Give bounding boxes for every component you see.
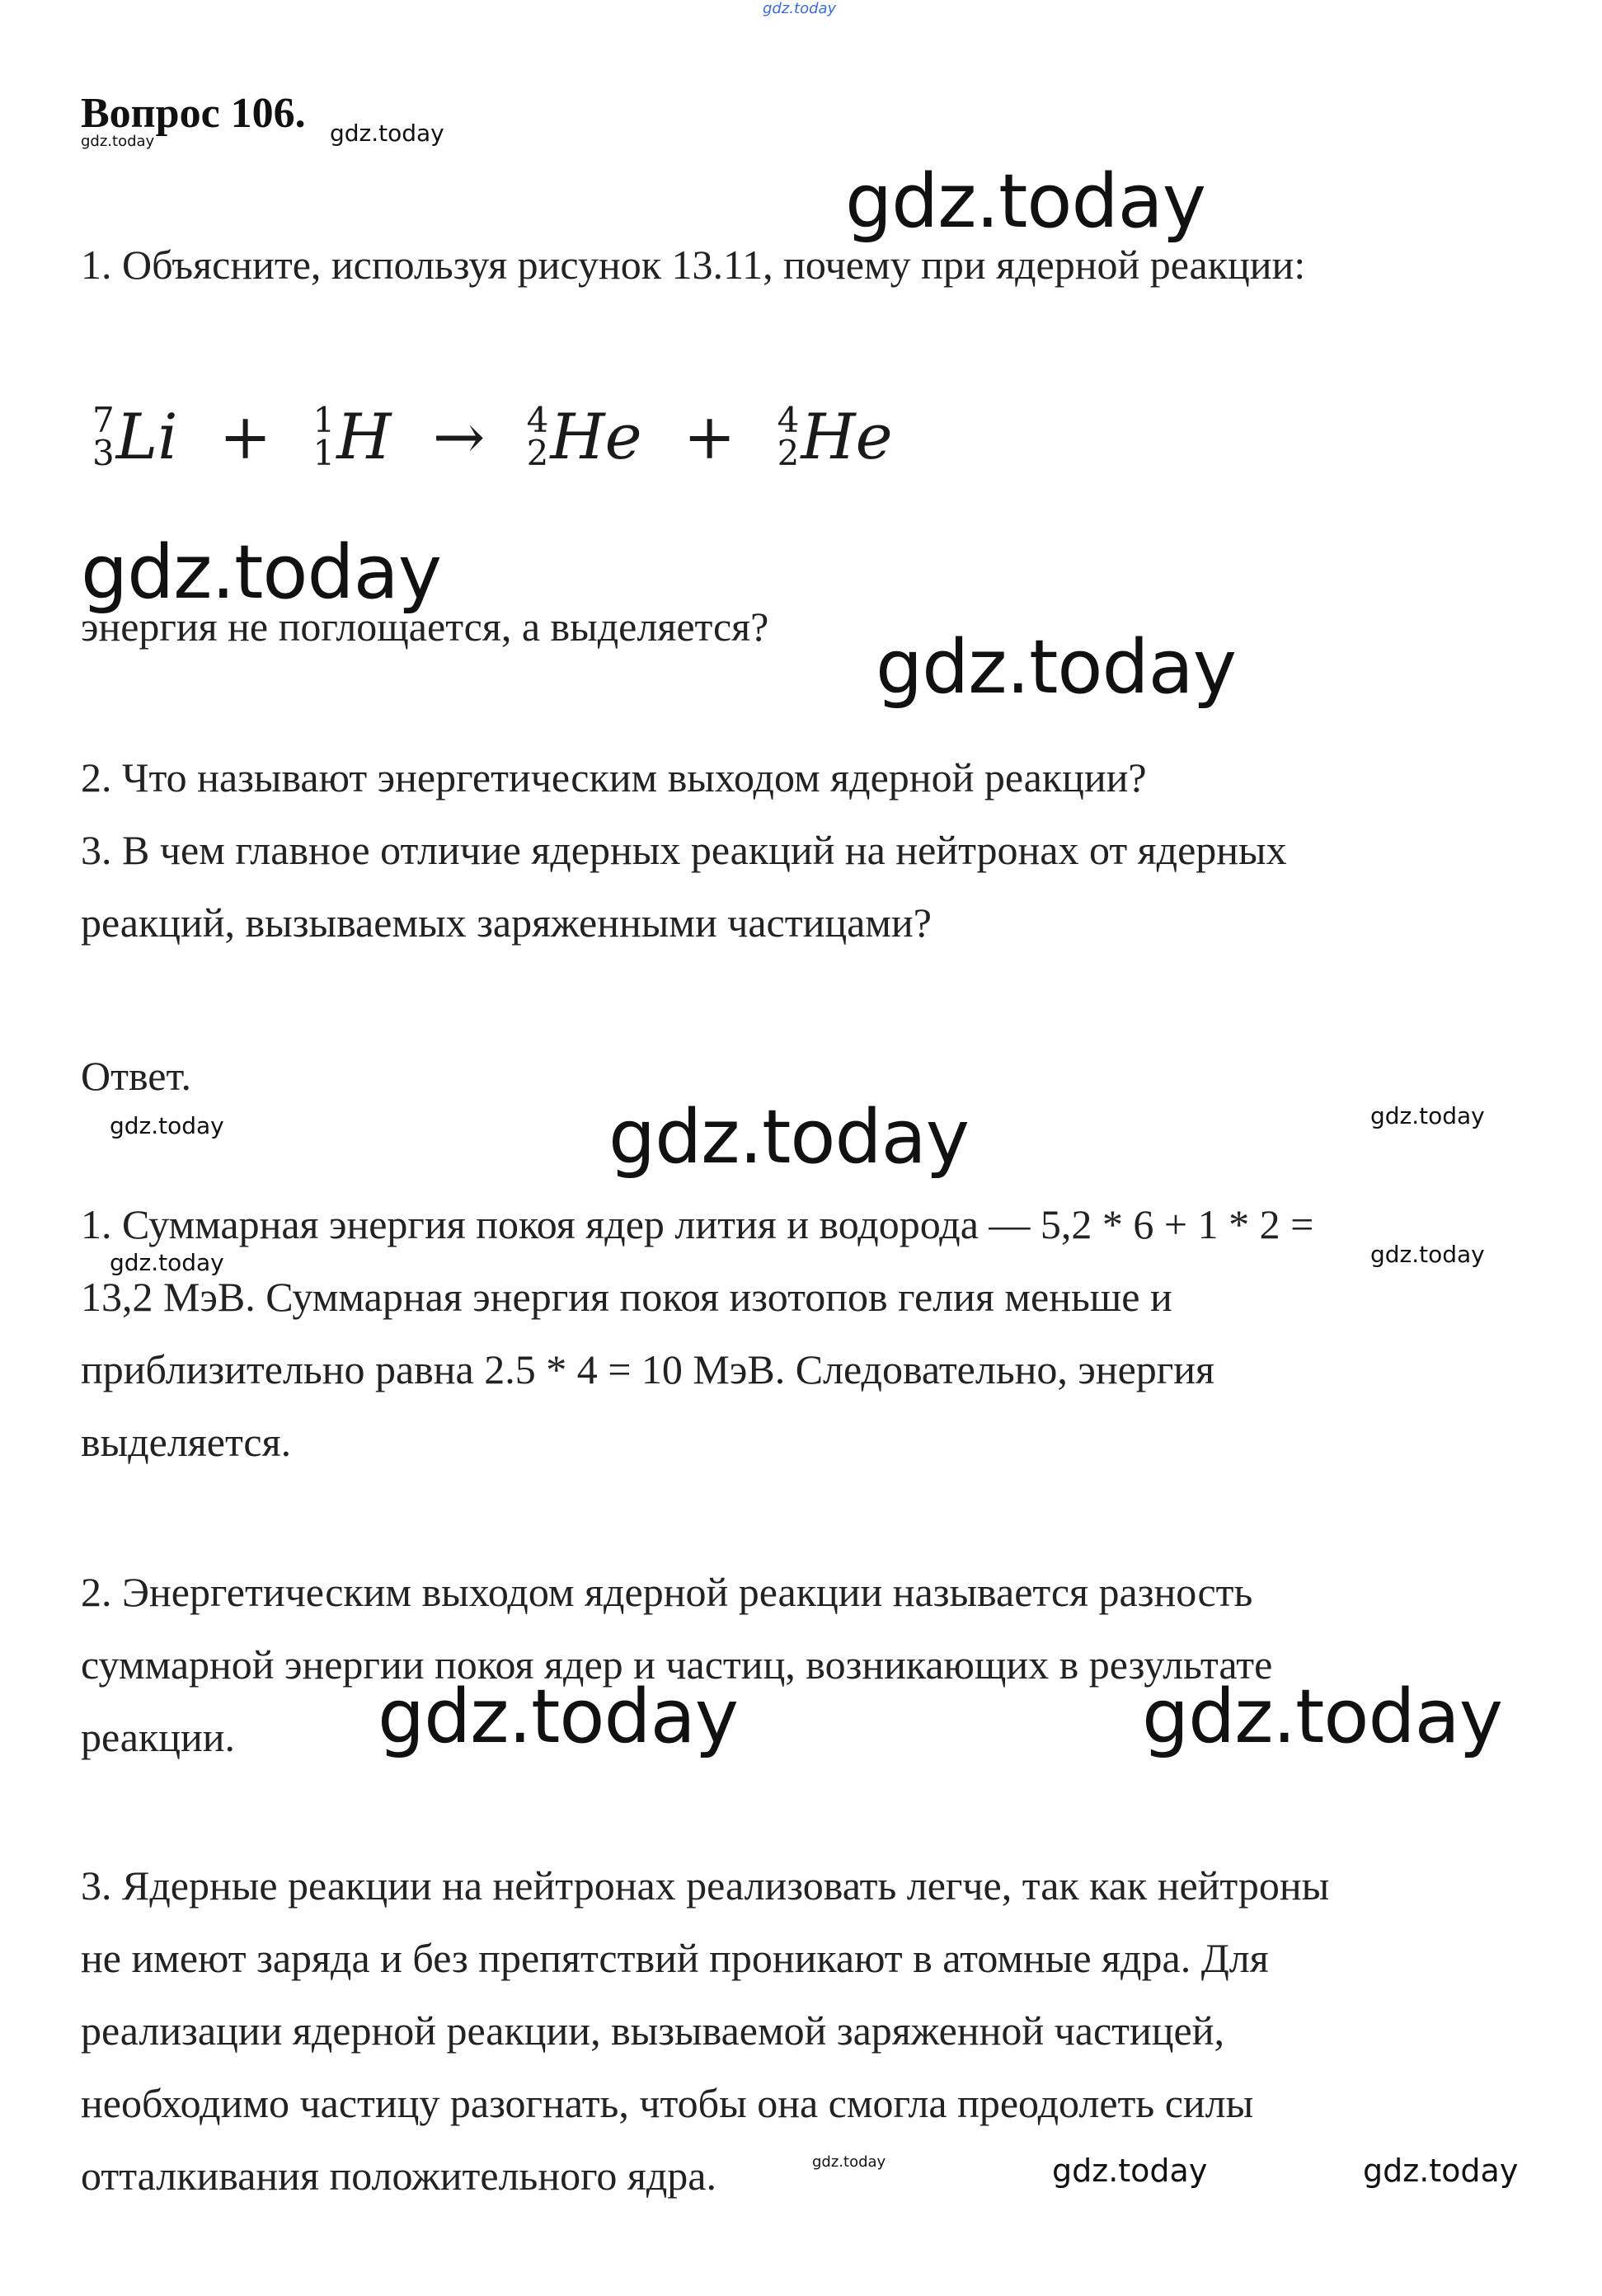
element-symbol: Li <box>115 400 178 473</box>
watermark: gdz.today <box>1370 1241 1485 1268</box>
question-1-line-2: энергия не поглощается, а выделяется? <box>81 603 769 650</box>
answer-3-line: 3. Ядерные реакции на нейтронах реализовать легче, так как нейтроны <box>81 1862 1330 1909</box>
charge-number: 2 <box>777 433 800 473</box>
plus-sign: + <box>218 400 272 473</box>
watermark: gdz.today <box>812 2153 886 2171</box>
answer-1-line: 1. Суммарная энергия покоя ядер лития и водорода — 5,2 * 6 + 1 * 2 = <box>81 1201 1314 1247</box>
answer-3-line: необходимо частицу разогнать, чтобы она смогла преодолеть силы <box>81 2080 1254 2126</box>
answer-1-line: приблизительно равна 2.5 * 4 = 10 МэВ. Следовательно, энергия <box>81 1346 1215 1392</box>
mass-number: 4 <box>526 400 549 441</box>
question-3-line-2: реакций, вызываемых заряженными частицами? <box>81 899 932 946</box>
element-symbol: He <box>801 400 893 473</box>
mass-number: 4 <box>777 400 800 441</box>
question-1-line-1: 1. Объясните, используя рисунок 13.11, почему при ядерной реакции: <box>81 242 1306 288</box>
helium-nuclide <box>777 400 893 473</box>
watermark: gdz.today <box>608 1094 970 1181</box>
answer-1-line: выделяется. <box>81 1419 292 1465</box>
watermark: gdz.today <box>81 133 155 150</box>
element-symbol: H <box>336 400 392 473</box>
answer-3-line: не имеют заряда и без препятствий проникают в атомные ядра. Для <box>81 1935 1269 1981</box>
answer-3-line: отталкивания положительного ядра. <box>81 2153 716 2199</box>
answer-1-line: 13,2 МэВ. Суммарная энергия покоя изотопов гелия меньше и <box>81 1274 1172 1320</box>
mass-number: 1 <box>312 400 336 441</box>
watermark: gdz.today <box>845 158 1206 245</box>
watermark: gdz.today <box>1370 1102 1485 1129</box>
question-2: 2. Что называют энергетическим выходом ядерной реакции? <box>81 754 1147 801</box>
charge-number: 2 <box>526 433 549 473</box>
watermark: gdz.today <box>110 1249 224 1276</box>
charge-number: 3 <box>92 433 115 473</box>
answer-heading: Ответ. <box>81 1053 192 1099</box>
plus-sign: + <box>683 400 736 473</box>
watermark: gdz.today <box>378 1674 739 1760</box>
watermark: gdz.today <box>876 624 1237 711</box>
watermark: gdz.today <box>1142 1674 1503 1760</box>
answer-3-line: реализации ядерной реакции, вызываемой заряженной частицей, <box>81 2007 1224 2054</box>
answer-2-line: суммарной энергии покоя ядер и частиц, возникающих в результате <box>81 1641 1273 1688</box>
watermark: gdz.today <box>330 120 444 147</box>
arrow-icon: → <box>432 400 486 473</box>
watermark: gdz.today <box>81 529 442 616</box>
reaction-formula <box>92 400 893 473</box>
question-3-line-1: 3. В чем главное отличие ядерных реакций на нейтронах от ядерных <box>81 827 1287 873</box>
element-symbol: He <box>550 400 642 473</box>
watermark: gdz.today <box>1363 2153 1519 2189</box>
answer-2-line: 2. Энергетическим выходом ядерной реакции называется разность <box>81 1569 1253 1615</box>
helium-nuclide <box>526 400 642 473</box>
question-title: Вопрос 106. <box>81 90 306 137</box>
watermark: gdz.today <box>110 1112 224 1139</box>
mass-number: 7 <box>92 400 115 441</box>
watermark: gdz.today <box>1052 2153 1208 2189</box>
charge-number: 1 <box>312 433 336 473</box>
lithium-nuclide <box>92 400 178 473</box>
answer-2-line: реакции. <box>81 1714 236 1760</box>
hydrogen-nuclide <box>312 400 392 473</box>
watermark-top: gdz.today <box>763 0 837 17</box>
